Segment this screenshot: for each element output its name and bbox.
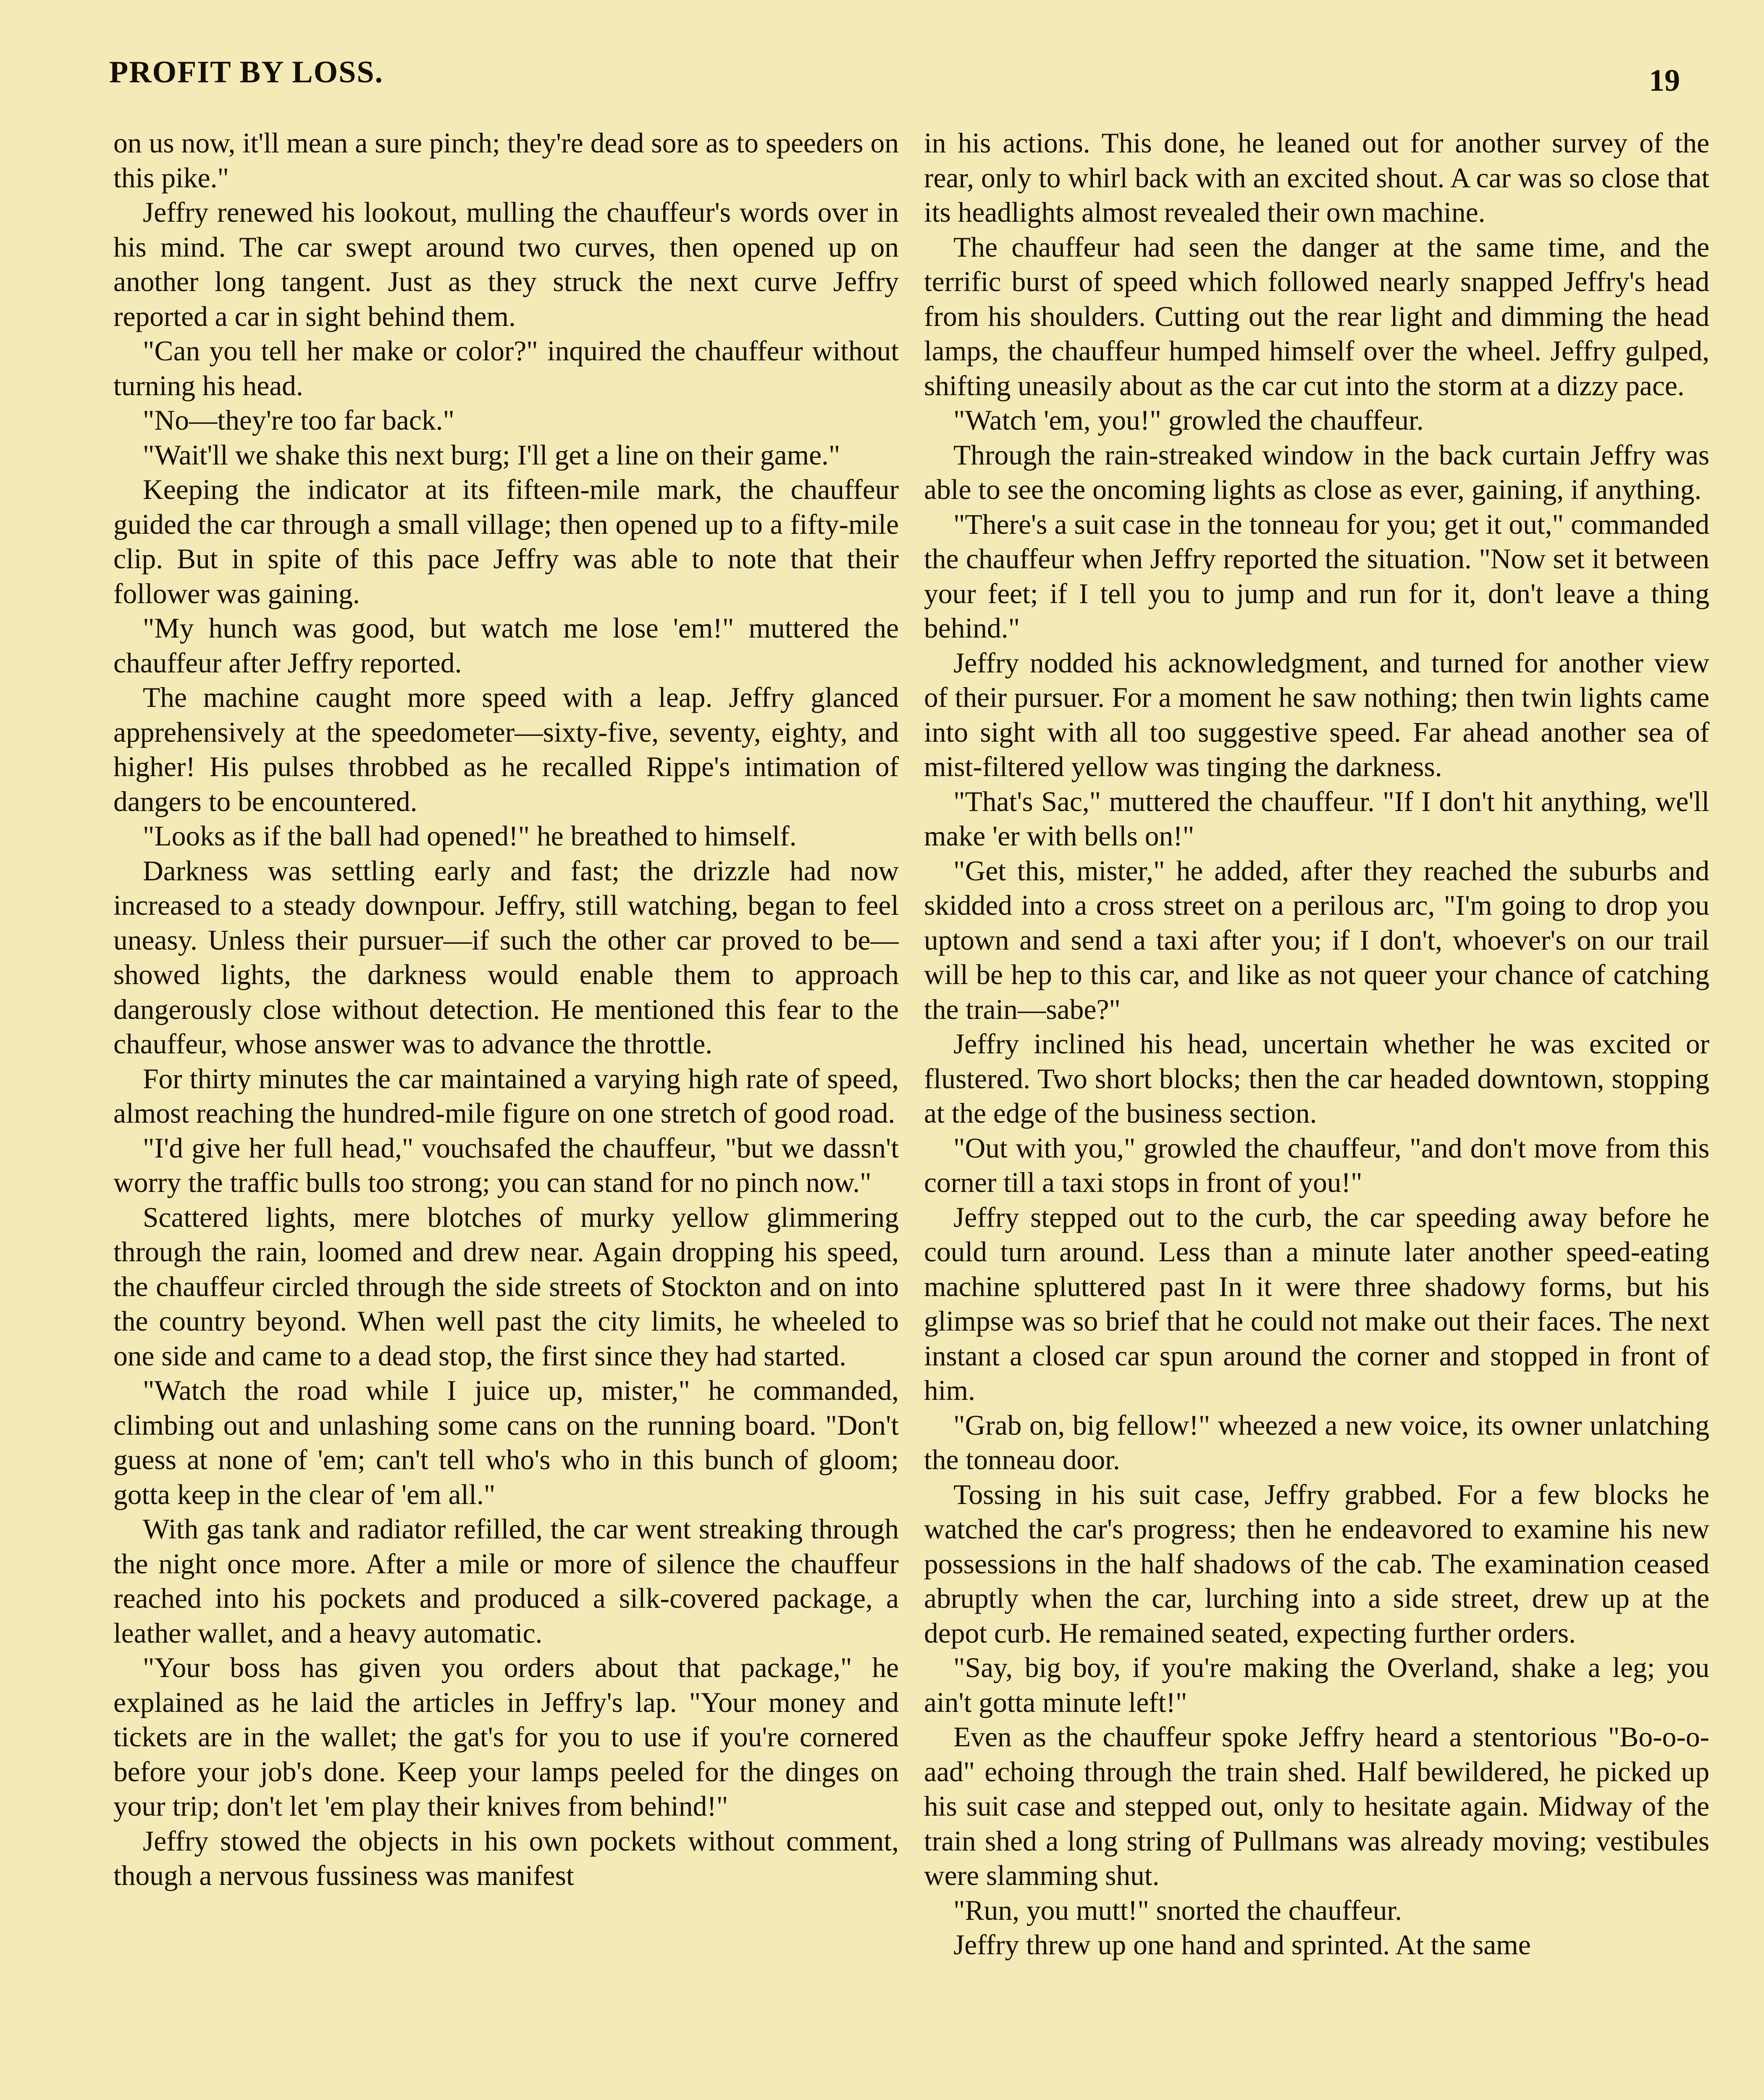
paragraph: "Watch 'em, you!" growled the chauffeur. bbox=[953, 404, 1424, 436]
paragraph: "Can you tell her make or color?" inquired the chauffeur without turning his head. bbox=[113, 335, 899, 402]
paragraph: Jeffry nodded his acknowledgment, and turned for another view of their pursuer. For a moment he saw nothing; then twin lights came into sight with all too suggestive speed. Far ahead another sea of mist-filtered yellow was tinging the darkness. bbox=[924, 647, 1709, 782]
paragraph: For thirty minutes the car maintained a varying high rate of speed, almost reaching the hundred-mile figure on one stretch of good road. bbox=[113, 1063, 899, 1129]
paragraph: Jeffry renewed his lookout, mulling the chauffeur's words over in his mind. The car swept around two curves, then opened up on another long tangent. Just as they struck the next curve Jeffry reported a car in sight behind them. bbox=[113, 197, 899, 332]
paragraph: "Your boss has given you orders about that package," he explained as he laid the articles in Jeffry's lap. "Your money and tickets are in the wallet; the gat's for you to use if you're cornered before your job's done. Keep your lamps peeled for the dinges on your trip; don't let 'em play their knives from behind!" bbox=[113, 1652, 899, 1822]
paragraph: Through the rain-streaked window in the back curtain Jeffry was able to see the oncoming lights as close as ever, gaining, if anything. bbox=[924, 439, 1709, 505]
paragraph: "Out with you," growled the chauffeur, "and don't move from this corner till a taxi stops in front of you!" bbox=[924, 1132, 1709, 1198]
paragraph: "Looks as if the ball had opened!" he breathed to himself. bbox=[143, 820, 797, 852]
text-column-right bbox=[924, 126, 1709, 2100]
paragraph: Scattered lights, mere blotches of murky yellow glimmering through the rain, loomed and drew near. Again dropping his speed, the chauffeur circled through the side streets of Stockton and on into the country beyond. When well past the city limits, he wheeled to one side and came to a dead stop, the first since they had started. bbox=[113, 1201, 899, 1372]
page-number: 19 bbox=[1649, 63, 1680, 98]
paragraph: Jeffry inclined his head, uncertain whether he was excited or flustered. Two short blocks; then the car headed downtown, stopping at the edge of the business section. bbox=[924, 1028, 1709, 1129]
paragraph: Jeffry stowed the objects in his own pockets without comment, though a nervous fussiness was manifest bbox=[113, 1825, 899, 1891]
text-column-left bbox=[113, 126, 899, 2100]
paragraph: in his actions. This done, he leaned out for another survey of the rear, only to whirl back with an excited shout. A car was so close that its headlights almost revealed their own machine. bbox=[924, 127, 1709, 228]
paragraph: "Grab on, big fellow!" wheezed a new voice, its owner unlatching the tonneau door. bbox=[924, 1409, 1709, 1475]
paragraph: on us now, it'll mean a sure pinch; they're dead sore as to speeders on this pike." bbox=[113, 127, 899, 194]
paragraph: "That's Sac," muttered the chauffeur. "If I don't hit anything, we'll make 'er with bells on!" bbox=[924, 785, 1709, 852]
paragraph: Jeffry threw up one hand and sprinted. At the same bbox=[953, 1929, 1531, 1961]
paragraph: "My hunch was good, but watch me lose 'em!" muttered the chauffeur after Jeffry reported. bbox=[113, 612, 899, 679]
paragraph: "Wait'll we shake this next burg; I'll get a line on their game." bbox=[143, 439, 840, 471]
paragraph: "No—they're too far back." bbox=[143, 404, 455, 436]
paragraph: With gas tank and radiator refilled, the car went streaking through the night once more. After a mile or more of silence the chauffeur reached into his pockets and produced a silk-covered package, a leather wallet, and a heavy automatic. bbox=[113, 1513, 899, 1649]
paragraph: Darkness was settling early and fast; the drizzle had now increased to a steady downpour. Jeffry, still watching, began to feel uneasy. Unless their pursuer—if such the other car proved to be—showed lights, the darkness would enable them to approach dangerously close without detection. He mentioned this fear to the chauffeur, whose answer was to advance the throttle. bbox=[113, 855, 899, 1060]
paragraph: Tossing in his suit case, Jeffry grabbed. For a few blocks he watched the car's progress; then he endeavored to examine his new possessions in the half shadows of the cab. The examination ceased abruptly when the car, lurching into a side street, drew up at the depot curb. He remained seated, expecting further orders. bbox=[924, 1478, 1709, 1649]
paragraph: The machine caught more speed with a leap. Jeffry glanced apprehensively at the speedometer—sixty-five, seventy, eighty, and higher! His pulses throbbed as he recalled Rippe's intimation of dangers to be encountered. bbox=[113, 682, 899, 817]
paragraph: Keeping the indicator at its fifteen-mile mark, the chauffeur guided the car through a small village; then opened up to a fifty-mile clip. But in spite of this pace Jeffry was able to note that their follower was gaining. bbox=[113, 474, 899, 609]
paragraph: The chauffeur had seen the danger at the same time, and the terrific burst of speed which followed nearly snapped Jeffry's head from his shoulders. Cutting out the rear light and dimming the head lamps, the chauffeur humped himself over the wheel. Jeffry gulped, shifting uneasily about as the car cut into the storm at a dizzy pace. bbox=[924, 231, 1709, 402]
paragraph: "Watch the road while I juice up, mister," he commanded, climbing out and unlashing some cans on the running board. "Don't guess at none of 'em; can't tell who's who in this bunch of gloom; gotta keep in the clear of 'em all." bbox=[113, 1375, 899, 1510]
running-title: PROFIT BY LOSS. bbox=[109, 55, 384, 89]
paragraph: "Get this, mister," he added, after they reached the suburbs and skidded into a cross street on a perilous arc, "I'm going to drop you uptown and send a taxi after you; if I don't, whoever's on our trail will be hep to this car, and like as not queer your chance of catching the train—sabe?" bbox=[924, 855, 1709, 1025]
paragraph: "Say, big boy, if you're making the Overland, shake a leg; you ain't gotta minute left!" bbox=[924, 1652, 1709, 1718]
paragraph: "I'd give her full head," vouchsafed the chauffeur, "but we dassn't worry the traffic bulls too strong; you can stand for no pinch now." bbox=[113, 1132, 899, 1198]
paragraph: Even as the chauffeur spoke Jeffry heard a stentorious "Bo-o-o-aad" echoing through the train shed. Half bewildered, he picked up his suit case and stepped out, only to hesitate again. Midway of the train shed a long string of Pullmans was already moving; vestibules were slamming shut. bbox=[924, 1721, 1709, 1891]
paragraph: "There's a suit case in the tonneau for you; get it out," commanded the chauffeur when Jeffry reported the situation. "Now set it between your feet; if I tell you to jump and run for it, don't leave a thing behind." bbox=[924, 508, 1709, 644]
paragraph: Jeffry stepped out to the curb, the car speeding away before he could turn around. Less than a minute later another speed-eating machine spluttered past In it were three shadowy forms, but his glimpse was so brief that he could not make out their faces. The next instant a closed car spun around the corner and stopped in front of him. bbox=[924, 1201, 1709, 1406]
paragraph: "Run, you mutt!" snorted the chauffeur. bbox=[953, 1894, 1402, 1926]
